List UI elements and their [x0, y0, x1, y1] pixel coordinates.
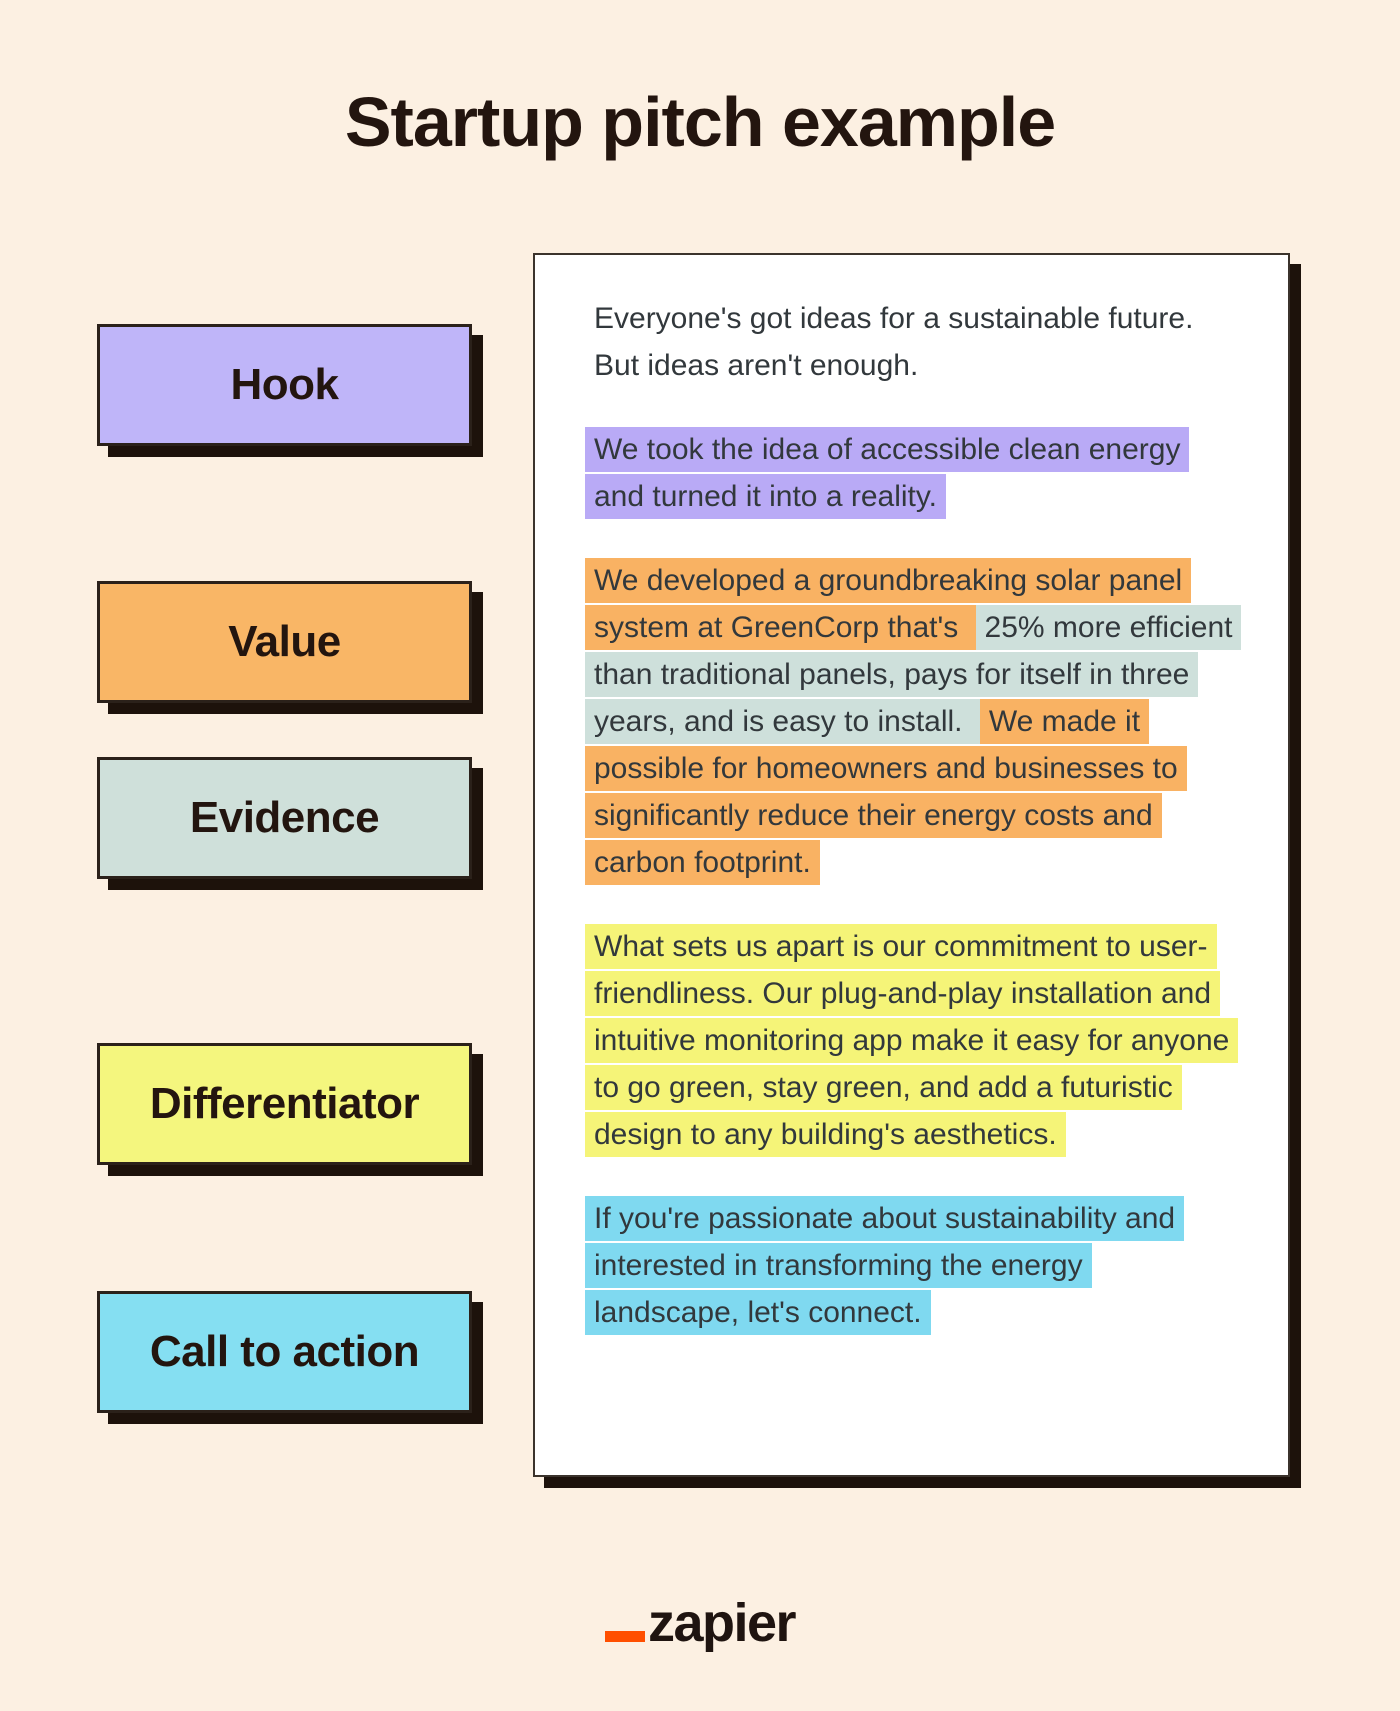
label-hook-text: Hook — [230, 360, 339, 409]
label-call-to-action-text: Call to action — [149, 1327, 420, 1376]
label-box-hook — [97, 324, 472, 446]
differentiator-highlight: What sets us apart is our commitment to user-friendliness. Our plug-and-play installation and intuitive monitoring app make it easy for anyone to go green, stay green, and add a futuristic design to any building's aesthetics. — [585, 924, 1238, 1157]
zapier-logo — [0, 1592, 1400, 1654]
pitch-text-content — [535, 255, 1288, 1336]
zapier-underscore-icon — [605, 1631, 645, 1642]
zapier-wordmark: zapier — [647, 1593, 796, 1653]
label-box-evidence — [97, 757, 472, 879]
label-value-text: Value — [228, 617, 341, 666]
label-evidence-text: Evidence — [189, 793, 380, 842]
intro-text: Everyone's got ideas for a sustainable future. But ideas aren't enough. — [594, 302, 1194, 382]
value-highlight-1: We developed a groundbreaking solar panel system at GreenCorp that's — [585, 558, 1191, 650]
page-title: Startup pitch example — [344, 83, 1056, 161]
paragraph-hook — [585, 426, 1235, 520]
hook-highlight: We took the idea of accessible clean energy and turned it into a reality. — [585, 427, 1189, 519]
pitch-text-card — [533, 253, 1290, 1477]
label-box-value — [97, 581, 472, 703]
paragraph-differentiator — [585, 923, 1235, 1158]
evidence-highlight: 25% more efficient than traditional panels, pays for itself in three years, and is easy to install. — [585, 605, 1241, 744]
label-box-differentiator — [97, 1043, 472, 1165]
label-differentiator-text: Differentiator — [149, 1079, 420, 1128]
call-to-action-highlight: If you're passionate about sustainability and interested in transforming the energy landscape, let's connect. — [585, 1196, 1184, 1335]
value-highlight-2: We made it possible for homeowners and businesses to significantly reduce their energy costs and carbon footprint. — [585, 699, 1187, 885]
paragraph-value-evidence — [585, 557, 1235, 886]
paragraph-call-to-action — [585, 1195, 1235, 1336]
paragraph-intro — [585, 295, 1253, 389]
label-box-call-to-action — [97, 1291, 472, 1413]
